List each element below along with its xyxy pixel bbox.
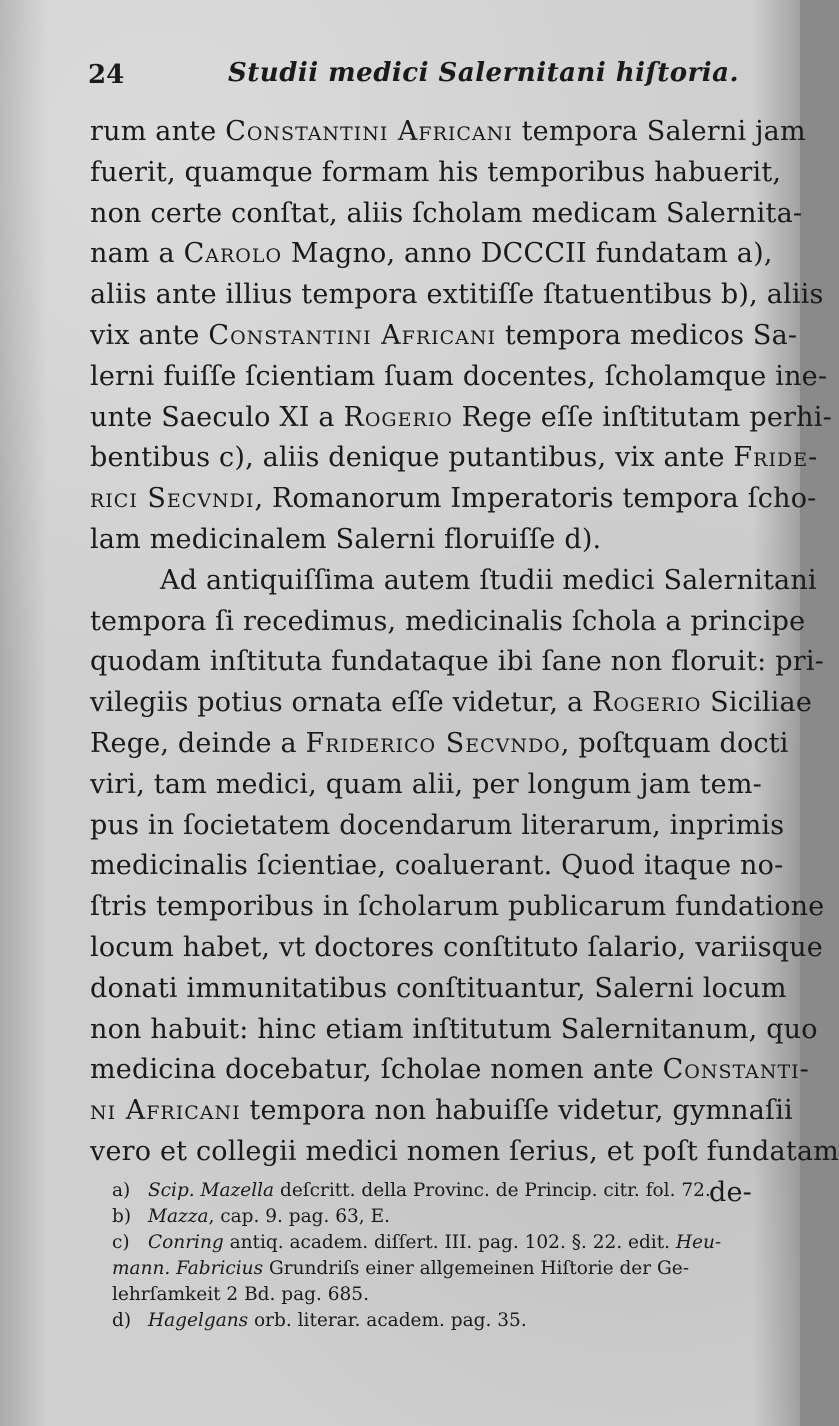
proper-name: rici Secvndi xyxy=(90,483,255,515)
text-line: non habuit: hinc etiam inſtitutum Salernitanum, quo xyxy=(90,1013,818,1045)
text-line: donati immunitatibus conſtituantur, Salerni locum xyxy=(90,972,787,1004)
footnote-mark: a) xyxy=(112,1180,131,1201)
text-line: medicinalis ſcientiae, coaluerant. Quod itaque no- xyxy=(90,850,784,882)
text-line: bentibus c), aliis denique putantibus, vix ante Fride- xyxy=(90,442,819,474)
proper-name: Fride- xyxy=(733,442,819,474)
proper-name: Constantini Africani xyxy=(208,319,497,351)
text-line: fuerit, quamque formam his temporibus habuerit, xyxy=(90,156,782,188)
text-line: unte Saeculo XI a Rogerio Rege eſſe inſtitutam perhi- xyxy=(90,401,832,433)
footnote: d) Hagelgans orb. literar. academ. pag. 35. xyxy=(112,1308,762,1334)
text-line: lerni fuiſſe ſcientiam ſuam docentes, ſcholamque ine- xyxy=(90,360,828,392)
page-number: 24 xyxy=(88,60,125,90)
text-line: vero et collegii medici nomen ſerius, et poſt fundatam xyxy=(90,1135,839,1167)
proper-name: Constanti- xyxy=(662,1054,810,1086)
proper-name: ni Africani xyxy=(90,1095,241,1127)
text-line: pus in ſocietatem docendarum literarum, inprimis xyxy=(90,809,785,841)
proper-name: Carolo xyxy=(183,238,283,270)
body-text xyxy=(90,112,839,1214)
footnote-mark: d) xyxy=(112,1310,132,1331)
text-line: medicina docebatur, ſcholae nomen ante Constanti- xyxy=(90,1054,810,1086)
proper-name: Friderico Secvndo xyxy=(305,727,561,759)
footnote: b) Mazza, cap. 9. pag. 63, E. xyxy=(112,1204,762,1230)
text-line: nam a Carolo Magno, anno DCCCII fundatam a), xyxy=(90,238,773,270)
proper-name: Rogerio xyxy=(343,401,453,433)
text-line: locum habet, vt doctores conſtituto ſalario, variisque xyxy=(90,931,823,963)
text-line: tempora ſi recedimus, medicinalis ſchola a principe xyxy=(90,605,806,637)
footnotes xyxy=(112,1178,762,1334)
footnote-continuation: lehrſamkeit 2 Bd. pag. 685. xyxy=(112,1284,369,1305)
running-title: Studii medici Salernitani hiſtoria. xyxy=(228,58,740,88)
page-header xyxy=(88,52,748,96)
footnote-mark: b) xyxy=(112,1206,132,1227)
proper-name: Rogerio xyxy=(592,687,702,719)
footnote-mark: c) xyxy=(112,1232,130,1253)
text-line: lam medicinalem Salerni floruiſſe d). xyxy=(90,523,602,555)
text-line: viri, tam medici, quam alii, per longum jam tem- xyxy=(90,768,762,800)
text-line: ni Africani tempora non habuiſſe videtur, gymnaſii xyxy=(90,1095,793,1127)
footnote-continuation: mann. Fabricius Grundriſs einer allgemeinen Hiſtorie der Ge- xyxy=(112,1258,689,1279)
text-line: rum ante Constantini Africani tempora Salerni jam xyxy=(90,116,806,147)
text-line: quodam inſtituta fundataque ibi ſane non floruit: pri- xyxy=(90,646,824,678)
text-line: rici Secvndi, Romanorum Imperatoris tempora ſcho- xyxy=(90,483,817,515)
text-line: non certe conſtat, aliis ſcholam medicam Salernita- xyxy=(90,197,803,229)
proper-name: Constantini Africani xyxy=(225,116,513,147)
text-line: Ad antiquiſſima autem ſtudii medici Salernitani xyxy=(160,564,817,596)
text-line: Rege, deinde a Friderico Secvndo, poſtquam docti xyxy=(90,727,789,759)
text-line: aliis ante illius tempora extitiſſe ſtatuentibus b), aliis xyxy=(90,279,824,311)
footnote: c) Conring antiq. academ. diſſert. III. pag. 102. §. 22. edit. Heu- xyxy=(112,1230,762,1256)
footnote: a) Scip. Mazella deſcritt. della Provinc. de Princip. citr. fol. 72. xyxy=(112,1178,762,1204)
text-line: vix ante Constantini Africani tempora medicos Sa- xyxy=(90,319,798,351)
text-line: vilegiis potius ornata eſſe videtur, a Rogerio Siciliae xyxy=(90,687,812,719)
text-line: ſtris temporibus in ſcholarum publicarum fundatione xyxy=(90,891,825,923)
catchword: de- xyxy=(709,1176,752,1208)
